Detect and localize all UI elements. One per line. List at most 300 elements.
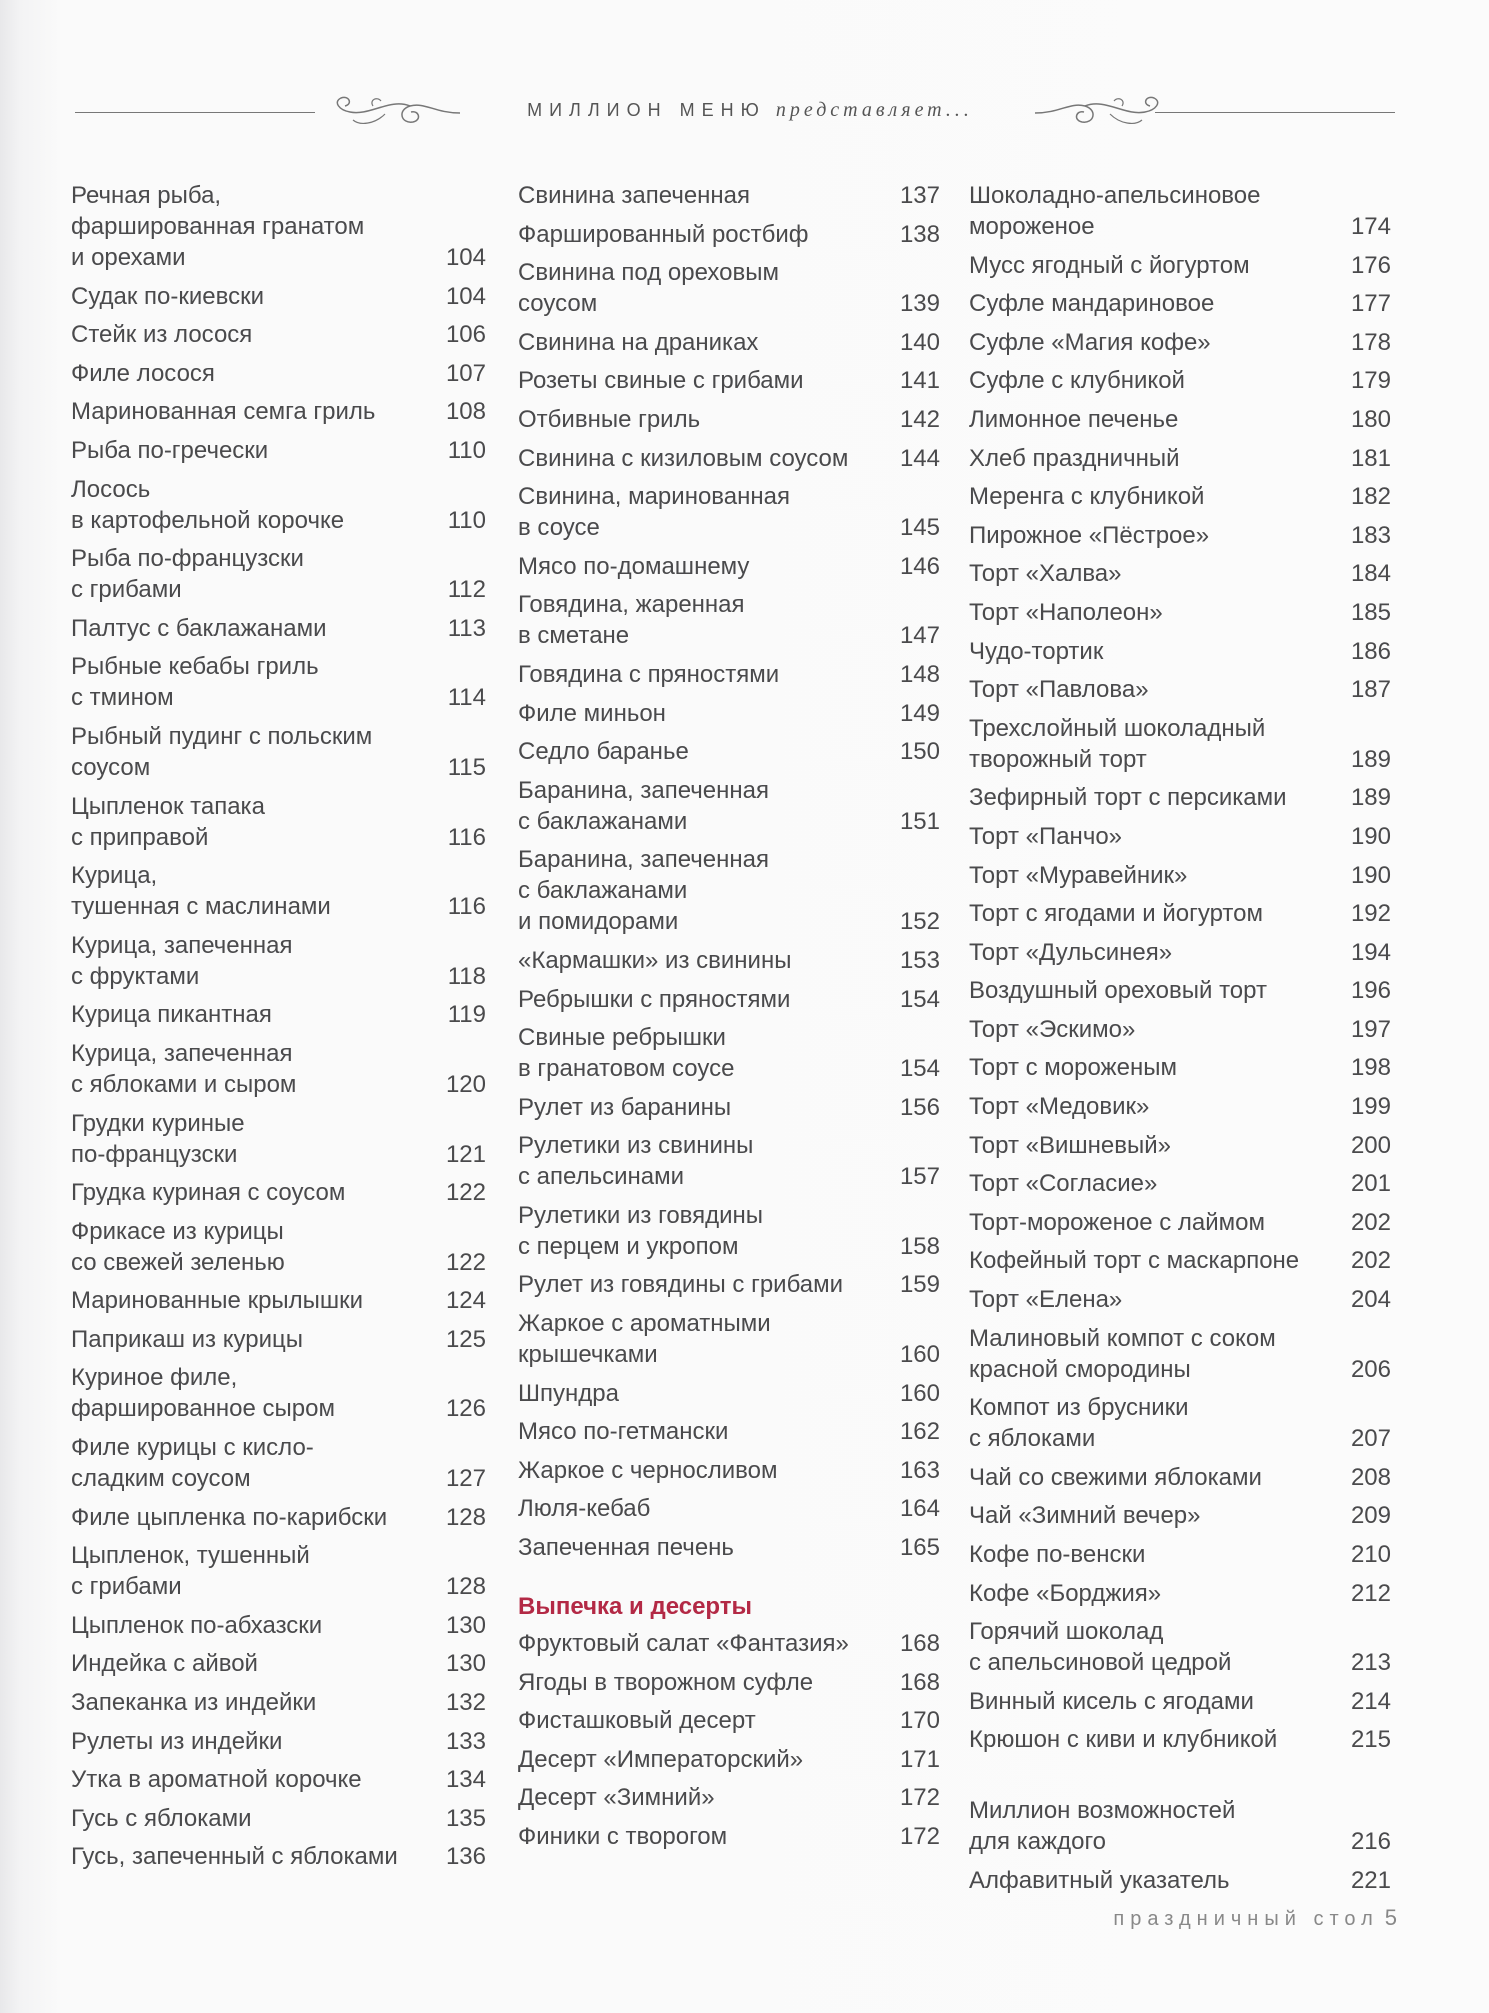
toc-entry bbox=[71, 543, 486, 605]
toc-entry-page: 164 bbox=[899, 1495, 940, 1523]
toc-entry-title: Грудка куриная с соусом bbox=[71, 1179, 346, 1207]
toc-entry-page: 122 bbox=[445, 1248, 486, 1276]
toc-entry-title: Отбивные гриль bbox=[518, 405, 701, 433]
toc-entry bbox=[71, 721, 486, 783]
toc-entry bbox=[71, 1687, 486, 1718]
toc-entry-title: Баранина, запеченная с баклажанами и помидорами bbox=[518, 846, 769, 936]
toc-entry bbox=[969, 180, 1391, 242]
toc-entry bbox=[71, 1177, 486, 1208]
toc-entry-page: 216 bbox=[1350, 1827, 1391, 1855]
toc-entry-page: 189 bbox=[1350, 784, 1391, 812]
toc-entry-page: 130 bbox=[445, 1611, 486, 1639]
toc-entry-title: Утка в ароматной корочке bbox=[71, 1766, 362, 1794]
toc-entry bbox=[71, 1764, 486, 1795]
toc-entry-page: 115 bbox=[447, 753, 486, 781]
toc-entry-page: 106 bbox=[445, 321, 486, 349]
toc-entry-title: Торт с ягодами и йогуртом bbox=[969, 900, 1263, 928]
toc-entry bbox=[969, 937, 1391, 968]
toc-entry-page: 116 bbox=[447, 823, 486, 851]
toc-entry-title: Жаркое с ароматными крышечками bbox=[518, 1310, 771, 1369]
toc-entry bbox=[518, 1628, 940, 1659]
toc-entry-title: Кофе «Борджия» bbox=[969, 1579, 1162, 1607]
toc-entry bbox=[71, 1432, 486, 1494]
toc-entry-page: 154 bbox=[899, 985, 940, 1013]
toc-entry-page: 146 bbox=[899, 552, 940, 580]
toc-entry bbox=[518, 1130, 940, 1192]
toc-entry-page: 168 bbox=[899, 1668, 940, 1696]
toc-entry-page: 209 bbox=[1350, 1502, 1391, 1530]
toc-entry-page: 118 bbox=[447, 962, 486, 990]
toc-entry-title: Филе лосося bbox=[71, 359, 215, 387]
toc-entry-title: Трехслойный шоколадный творожный торт bbox=[969, 714, 1266, 773]
toc-entry-title: Гусь с яблоками bbox=[71, 1804, 252, 1832]
toc-entry-page: 165 bbox=[899, 1534, 940, 1562]
toc-entry-title: Свинина с кизиловым соусом bbox=[518, 444, 849, 472]
toc-entry-page: 128 bbox=[445, 1503, 486, 1531]
toc-entry bbox=[71, 396, 486, 427]
toc-entry bbox=[969, 636, 1391, 667]
toc-entry-title: Торт «Согласие» bbox=[969, 1170, 1158, 1198]
toc-entry-page: 189 bbox=[1350, 745, 1391, 773]
toc-entry-page: 210 bbox=[1350, 1541, 1391, 1568]
toc-entry-page: 138 bbox=[899, 220, 940, 248]
toc-entry bbox=[518, 180, 940, 211]
toc-entry bbox=[71, 930, 486, 992]
toc-entry-title: Торт «Наполеон» bbox=[969, 598, 1163, 626]
toc-entry-title: Фруктовый салат «Фантазия» bbox=[518, 1630, 849, 1658]
toc-entry-title: Говядина, жаренная в сметане bbox=[518, 591, 745, 650]
toc-entry bbox=[969, 1462, 1391, 1493]
toc-entry-title: Торт с мороженым bbox=[969, 1054, 1177, 1082]
toc-entry-title: Грудки куриные по-французски bbox=[71, 1109, 245, 1168]
toc-entry bbox=[969, 443, 1391, 474]
toc-entry-title: Фрикасе из курицы со свежей зеленью bbox=[71, 1217, 285, 1276]
toc-entry-page: 159 bbox=[899, 1271, 940, 1299]
toc-entry-title: Фисташковый десерт bbox=[518, 1707, 756, 1735]
toc-entry-title: Цыпленок, тушенный с грибами bbox=[71, 1542, 310, 1601]
page-header bbox=[75, 88, 1395, 138]
toc-entry bbox=[518, 551, 940, 582]
toc-entry-title: Торт-мороженое с лаймом bbox=[969, 1208, 1266, 1236]
toc-entry-title: Кофейный торт с маскарпоне bbox=[969, 1247, 1300, 1275]
toc-entry-title: Свинина под ореховым соусом bbox=[518, 259, 779, 318]
toc-entry-title: Меренга с клубникой bbox=[969, 483, 1205, 511]
toc-column-2 bbox=[518, 180, 940, 1860]
toc-entry bbox=[969, 1578, 1391, 1609]
toc-entry-page: 194 bbox=[1350, 938, 1391, 966]
toc-entry bbox=[71, 791, 486, 853]
toc-entry bbox=[71, 1285, 486, 1316]
toc-entry-title: Рулеты из индейки bbox=[71, 1727, 283, 1755]
toc-entry bbox=[969, 597, 1391, 628]
toc-entry-page: 157 bbox=[899, 1163, 940, 1191]
toc-entry-page: 139 bbox=[899, 290, 940, 318]
toc-entry bbox=[969, 1323, 1391, 1385]
toc-entry bbox=[71, 1324, 486, 1355]
toc-entry bbox=[518, 1269, 940, 1300]
toc-entry bbox=[518, 1782, 940, 1813]
toc-entry-page: 141 bbox=[899, 367, 940, 395]
toc-entry-title: Рыбный пудинг с польским соусом bbox=[71, 722, 373, 781]
toc-list bbox=[518, 180, 940, 1563]
toc-entry bbox=[71, 281, 486, 312]
toc-entry bbox=[969, 1392, 1391, 1454]
toc-entry-title: Мясо по-гетмански bbox=[518, 1418, 729, 1446]
toc-entry bbox=[969, 821, 1391, 852]
toc-column-1 bbox=[71, 180, 486, 1880]
toc-entry-title: Шоколадно-апельсиновое мороженое bbox=[969, 182, 1261, 240]
toc-entry-title: Чудо-тортик bbox=[969, 637, 1104, 665]
toc-entry bbox=[969, 1500, 1391, 1531]
toc-entry-title: Свинина на драниках bbox=[518, 328, 759, 356]
toc-entry-page: 187 bbox=[1350, 676, 1391, 704]
toc-entry-page: 172 bbox=[899, 1784, 940, 1812]
toc-entry-title: Палтус с баклажанами bbox=[71, 614, 327, 642]
toc-entry bbox=[518, 257, 940, 319]
toc-entry-page: 221 bbox=[1350, 1866, 1391, 1894]
toc-entry bbox=[518, 775, 940, 837]
toc-entry-title: Торт «Павлова» bbox=[969, 676, 1149, 704]
toc-entry-page: 132 bbox=[445, 1689, 486, 1717]
toc-entry bbox=[969, 1052, 1391, 1083]
toc-entry-page: 137 bbox=[899, 182, 940, 209]
toc-entry bbox=[71, 1803, 486, 1834]
toc-entry-page: 197 bbox=[1350, 1015, 1391, 1043]
toc-entry-page: 172 bbox=[899, 1823, 940, 1850]
toc-entry-page: 107 bbox=[445, 359, 486, 387]
toc-entry bbox=[71, 435, 486, 466]
toc-entry-title: Курица, тушенная с маслинами bbox=[71, 862, 331, 921]
toc-entry bbox=[969, 250, 1391, 281]
toc-entry-title: Торт «Халва» bbox=[969, 560, 1122, 588]
toc-entry-title: Жаркое с черносливом bbox=[518, 1456, 778, 1484]
toc-entry-page: 214 bbox=[1350, 1687, 1391, 1715]
toc-entry-title: Рулетики из свинины с апельсинами bbox=[518, 1132, 754, 1191]
toc-entry-title: Крюшон с киви и клубникой bbox=[969, 1726, 1278, 1754]
toc-entry bbox=[71, 613, 486, 644]
brand-title bbox=[470, 99, 1030, 122]
toc-entry bbox=[518, 589, 940, 651]
toc-entry-page: 110 bbox=[447, 506, 486, 534]
toc-entry-page: 176 bbox=[1350, 251, 1391, 279]
brand-name: МИЛЛИОН МЕНЮ bbox=[527, 100, 766, 120]
flourish-ornament-left bbox=[325, 92, 465, 134]
toc-entry-title: «Кармашки» из свинины bbox=[518, 946, 792, 974]
toc-entry-title: Запеченная печень bbox=[518, 1534, 734, 1562]
toc-entry-title: Индейка с айвой bbox=[71, 1650, 258, 1678]
toc-entry bbox=[969, 288, 1391, 319]
toc-entry bbox=[969, 481, 1391, 512]
toc-entry-page: 202 bbox=[1350, 1247, 1391, 1275]
toc-entry-title: Фаршированный ростбиф bbox=[518, 220, 809, 248]
toc-entry-title: Рулет из баранины bbox=[518, 1093, 732, 1121]
toc-entry-title: Речная рыба, фаршированная гранатом и орехами bbox=[71, 182, 365, 271]
toc-entry-page: 184 bbox=[1350, 560, 1391, 588]
toc-entry bbox=[518, 844, 940, 937]
toc-entry-page: 152 bbox=[899, 908, 940, 936]
toc-entry-page: 207 bbox=[1350, 1425, 1391, 1453]
toc-entry-page: 160 bbox=[899, 1341, 940, 1369]
toc-entry-title: Люля-кебаб bbox=[518, 1495, 651, 1523]
toc-entry bbox=[518, 1532, 940, 1563]
toc-entry bbox=[518, 945, 940, 976]
toc-entry-page: 212 bbox=[1350, 1579, 1391, 1607]
toc-entry bbox=[969, 975, 1391, 1006]
toc-entry-title: Десерт «Императорский» bbox=[518, 1745, 804, 1773]
toc-entry bbox=[71, 1108, 486, 1170]
toc-entry-page: 136 bbox=[445, 1843, 486, 1871]
toc-entry-title: Розеты свиные с грибами bbox=[518, 367, 804, 395]
toc-entry bbox=[518, 698, 940, 729]
toc-entry-title: Торт «Дульсинея» bbox=[969, 938, 1173, 966]
toc-entry bbox=[71, 1726, 486, 1757]
toc-entry bbox=[518, 1092, 940, 1123]
toc-entry bbox=[969, 1539, 1391, 1570]
toc-entry-page: 144 bbox=[899, 444, 940, 472]
header-rule-left bbox=[75, 112, 315, 113]
toc-entry bbox=[969, 713, 1391, 775]
toc-entry-page: 147 bbox=[899, 622, 940, 650]
toc-entry-page: 204 bbox=[1350, 1286, 1391, 1314]
toc-entry bbox=[969, 1865, 1391, 1896]
toc-entry-title: Курица, запеченная с фруктами bbox=[71, 931, 293, 990]
toc-entry bbox=[71, 1841, 486, 1872]
toc-entry-title: Десерт «Зимний» bbox=[518, 1784, 715, 1812]
toc-entry-title: Торт «Медовик» bbox=[969, 1093, 1150, 1121]
toc-entry bbox=[518, 443, 940, 474]
toc-entry-page: 174 bbox=[1350, 213, 1391, 240]
toc-entry-title: Свиные ребрышки в гранатовом соусе bbox=[518, 1024, 735, 1083]
toc-entry-page: 116 bbox=[447, 893, 486, 921]
toc-entry-title: Суфле мандариновое bbox=[969, 290, 1215, 318]
toc-entry-title: Малиновый компот с соком красной смородины bbox=[969, 1324, 1276, 1383]
toc-entry-page: 179 bbox=[1350, 367, 1391, 395]
toc-entry-title: Торт «Вишневый» bbox=[969, 1131, 1171, 1159]
toc-entry-page: 104 bbox=[445, 244, 486, 271]
toc-entry bbox=[71, 1502, 486, 1533]
toc-entry-page: 151 bbox=[899, 807, 940, 835]
toc-entry-title: Рулет из говядины с грибами bbox=[518, 1271, 844, 1299]
page-number: 5 bbox=[1384, 1905, 1397, 1930]
toc-entry-title: Компот из брусники с яблоками bbox=[969, 1394, 1189, 1453]
toc-entry bbox=[969, 1616, 1391, 1678]
toc-entry bbox=[969, 520, 1391, 551]
toc-entry-page: 119 bbox=[447, 1001, 486, 1029]
toc-entry-title: Куриное филе, фаршированное сыром bbox=[71, 1364, 335, 1423]
section-heading: Выпечка и десерты bbox=[518, 1593, 753, 1621]
toc-entry-title: Рулетики из говядины с перцем и укропом bbox=[518, 1201, 764, 1260]
toc-entry bbox=[518, 659, 940, 690]
toc-entry-title: Мусс ягодный с йогуртом bbox=[969, 251, 1250, 279]
toc-entry-page: 177 bbox=[1350, 290, 1391, 318]
toc-entry-title: Алфавитный указатель bbox=[969, 1866, 1230, 1894]
toc-entry-page: 149 bbox=[899, 699, 940, 727]
toc-entry bbox=[969, 1724, 1391, 1755]
toc-entry-title: Баранина, запеченная с баклажанами bbox=[518, 776, 769, 835]
toc-entry bbox=[518, 1821, 940, 1852]
toc-entry-page: 110 bbox=[447, 436, 486, 464]
toc-entry-page: 192 bbox=[1350, 900, 1391, 928]
toc-entry-page: 113 bbox=[447, 614, 486, 642]
toc-entry bbox=[71, 180, 486, 273]
toc-entry-page: 170 bbox=[899, 1707, 940, 1735]
toc-entry-page: 140 bbox=[899, 328, 940, 356]
toc-entry-page: 135 bbox=[445, 1804, 486, 1832]
toc-entry-page: 156 bbox=[899, 1093, 940, 1121]
toc-entry-title: Финики с творогом bbox=[518, 1823, 728, 1850]
toc-entry-title: Горячий шоколад с апельсиновой цедрой bbox=[969, 1618, 1232, 1677]
toc-entry-page: 150 bbox=[899, 738, 940, 766]
toc-entry-title: Цыпленок тапака с приправой bbox=[71, 792, 265, 851]
toc-entry bbox=[969, 558, 1391, 589]
toc-entry bbox=[969, 327, 1391, 358]
toc-entry bbox=[969, 860, 1391, 891]
toc-entry-page: 122 bbox=[445, 1179, 486, 1207]
toc-list bbox=[969, 180, 1391, 1755]
toc-entry bbox=[71, 1540, 486, 1602]
toc-entry-page: 145 bbox=[899, 514, 940, 542]
toc-entry bbox=[71, 474, 486, 536]
toc-entry-title: Стейк из лосося bbox=[71, 321, 253, 349]
toc-entry-title: Пирожное «Пёстрое» bbox=[969, 521, 1210, 549]
toc-entry-title: Воздушный ореховый торт bbox=[969, 977, 1267, 1005]
toc-entry bbox=[518, 736, 940, 767]
toc-entry bbox=[969, 1091, 1391, 1122]
toc-entry-page: 190 bbox=[1350, 822, 1391, 850]
toc-entry bbox=[969, 782, 1391, 813]
toc-entry-page: 120 bbox=[445, 1070, 486, 1098]
toc-entry bbox=[969, 365, 1391, 396]
toc-entry-page: 142 bbox=[899, 405, 940, 433]
toc-entry-page: 130 bbox=[445, 1650, 486, 1678]
toc-entry-page: 196 bbox=[1350, 977, 1391, 1005]
toc-entry-title: Миллион возможностей для каждого bbox=[969, 1796, 1236, 1855]
toc-entry-title: Шпундра bbox=[518, 1379, 619, 1407]
toc-entry-page: 178 bbox=[1350, 328, 1391, 356]
toc-entry bbox=[518, 1308, 940, 1370]
toc-entry-title: Филе курицы с кисло- сладким соусом bbox=[71, 1434, 314, 1493]
toc-entry-title: Винный кисель с ягодами bbox=[969, 1687, 1254, 1715]
toc-entry-page: 162 bbox=[899, 1418, 940, 1446]
brand-subtitle: представляет... bbox=[775, 99, 973, 121]
toc-entry-title: Свинина запеченная bbox=[518, 182, 751, 209]
toc-entry-page: 198 bbox=[1350, 1054, 1391, 1082]
toc-entry-title: Рыба по-французски с грибами bbox=[71, 545, 304, 604]
toc-entry-page: 114 bbox=[447, 684, 486, 712]
toc-entry-page: 215 bbox=[1350, 1726, 1391, 1754]
toc-entry-title: Лосось в картофельной корочке bbox=[71, 475, 345, 534]
toc-entry bbox=[969, 1245, 1391, 1276]
toc-entry-title: Седло баранье bbox=[518, 738, 689, 766]
toc-entry-title: Мясо по-домашнему bbox=[518, 552, 750, 580]
toc-entry-title: Хлеб праздничный bbox=[969, 444, 1180, 472]
toc-entry-title: Цыпленок по-абхазски bbox=[71, 1611, 323, 1639]
toc-entry bbox=[71, 1216, 486, 1278]
toc-entry bbox=[518, 219, 940, 250]
toc-entry bbox=[518, 1200, 940, 1262]
toc-entry-page: 180 bbox=[1350, 405, 1391, 433]
toc-entry-page: 202 bbox=[1350, 1208, 1391, 1236]
toc-entry bbox=[518, 481, 940, 543]
toc-column-3 bbox=[969, 180, 1391, 1903]
toc-list bbox=[518, 1628, 940, 1852]
toc-entry-title: Курица, запеченная с яблоками и сыром bbox=[71, 1039, 297, 1098]
footer-title: праздничный стол bbox=[1113, 1908, 1379, 1930]
toc-entry bbox=[969, 1207, 1391, 1238]
toc-entry-page: 158 bbox=[899, 1232, 940, 1260]
toc-entry bbox=[969, 1284, 1391, 1315]
toc-entry-page: 125 bbox=[445, 1325, 486, 1353]
toc-entry-page: 206 bbox=[1350, 1355, 1391, 1383]
toc-entry bbox=[518, 1416, 940, 1447]
toc-entry-title: Ребрышки с пряностями bbox=[518, 985, 791, 1013]
toc-entry-title: Торт «Эскимо» bbox=[969, 1015, 1136, 1043]
toc-entry-page: 186 bbox=[1350, 637, 1391, 665]
toc-entry-title: Торт «Муравейник» bbox=[969, 861, 1188, 889]
toc-entry-title: Суфле с клубникой bbox=[969, 367, 1185, 395]
toc-entry bbox=[969, 674, 1391, 705]
toc-entry-title: Торт «Елена» bbox=[969, 1286, 1123, 1314]
toc-entry-page: 121 bbox=[445, 1140, 486, 1168]
toc-entry-page: 160 bbox=[899, 1379, 940, 1407]
toc-entry-page: 163 bbox=[899, 1456, 940, 1484]
toc-entry-title: Свинина, маринованная в соусе bbox=[518, 483, 790, 542]
toc-entry-page: 108 bbox=[445, 398, 486, 426]
toc-entry bbox=[71, 358, 486, 389]
toc-entry-title: Суфле «Магия кофе» bbox=[969, 328, 1211, 356]
toc-entry-page: 148 bbox=[899, 660, 940, 688]
toc-entry bbox=[969, 1686, 1391, 1717]
toc-entry bbox=[518, 404, 940, 435]
toc-entry bbox=[518, 1744, 940, 1775]
page-footer bbox=[1037, 1905, 1397, 1931]
toc-list bbox=[969, 1795, 1391, 1896]
toc-entry-title: Кофе по-венски bbox=[969, 1541, 1146, 1568]
toc-list bbox=[71, 180, 486, 1872]
toc-entry bbox=[71, 1648, 486, 1679]
toc-entry-title: Лимонное печенье bbox=[969, 405, 1179, 433]
toc-entry bbox=[969, 1014, 1391, 1045]
toc-entry-page: 104 bbox=[445, 282, 486, 310]
toc-entry-page: 133 bbox=[445, 1727, 486, 1755]
toc-entry bbox=[969, 1795, 1391, 1857]
toc-entry-title: Судак по-киевски bbox=[71, 282, 265, 310]
toc-entry-title: Маринованные крылышки bbox=[71, 1287, 364, 1315]
toc-entry bbox=[518, 327, 940, 358]
header-rule-right bbox=[1155, 112, 1395, 113]
toc-entry bbox=[518, 1378, 940, 1409]
toc-entry-page: 201 bbox=[1350, 1170, 1391, 1198]
toc-entry bbox=[71, 1362, 486, 1424]
toc-entry bbox=[71, 860, 486, 922]
toc-entry-page: 185 bbox=[1350, 598, 1391, 626]
spacer bbox=[969, 1763, 1391, 1795]
toc-entry bbox=[71, 1038, 486, 1100]
toc-entry-page: 124 bbox=[445, 1287, 486, 1315]
toc-entry-title: Ягоды в творожном суфле bbox=[518, 1668, 814, 1696]
toc-entry bbox=[969, 898, 1391, 929]
toc-entry-page: 200 bbox=[1350, 1131, 1391, 1159]
toc-entry-page: 213 bbox=[1350, 1649, 1391, 1677]
toc-entry bbox=[969, 404, 1391, 435]
toc-entry-page: 190 bbox=[1350, 861, 1391, 889]
toc-entry-title: Курица пикантная bbox=[71, 1001, 272, 1029]
toc-entry-page: 126 bbox=[445, 1395, 486, 1423]
toc-entry-page: 171 bbox=[899, 1745, 940, 1773]
toc-entry bbox=[969, 1130, 1391, 1161]
toc-entry-title: Чай со свежими яблоками bbox=[969, 1463, 1262, 1491]
toc-entry bbox=[518, 984, 940, 1015]
